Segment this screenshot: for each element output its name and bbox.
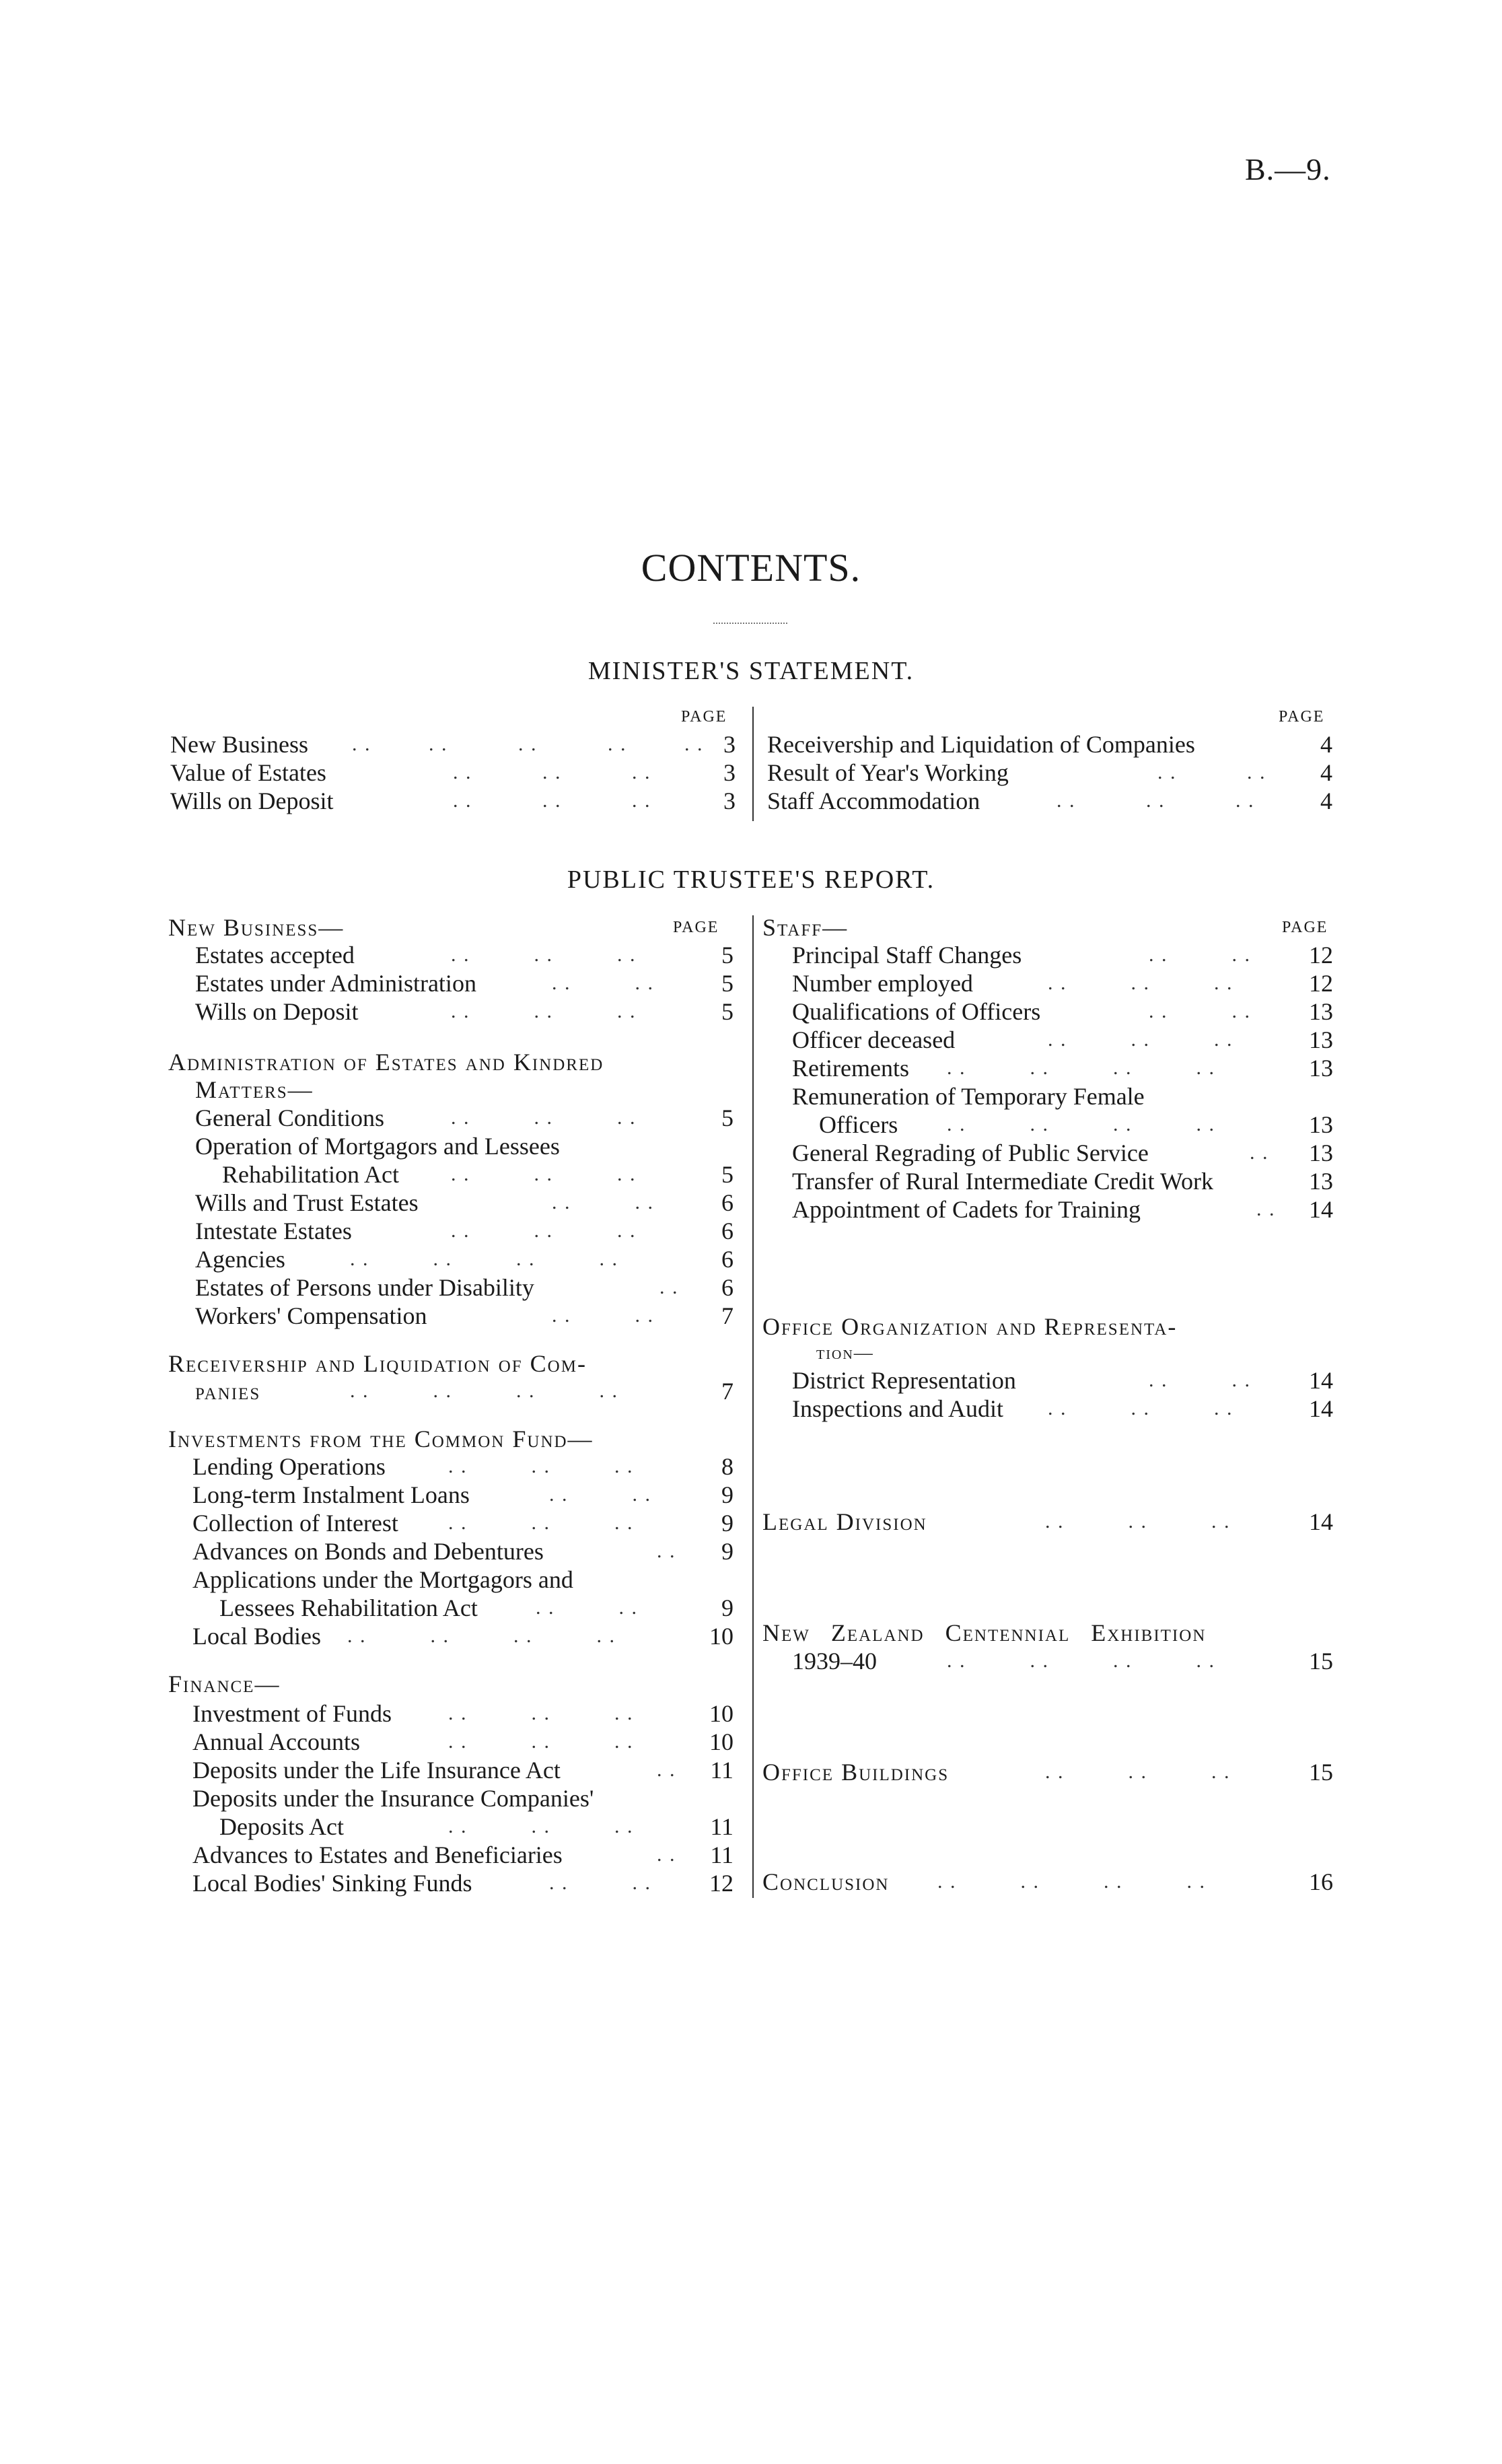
contents-entry <box>219 1594 734 1622</box>
entry-label: Investments from the Common Fund— <box>168 1425 594 1452</box>
dot-leader: . . <box>1250 1141 1269 1164</box>
contents-entry <box>192 1452 734 1481</box>
entry-page-number: 5 <box>721 1104 734 1131</box>
entry-label: tion— <box>816 1343 874 1364</box>
entry-label: Wills and Trust Estates <box>195 1189 419 1216</box>
contents-entry <box>767 759 1332 787</box>
entry-page-number: 10 <box>709 1728 734 1755</box>
entry-label: Annual Accounts <box>192 1728 360 1755</box>
contents-entry <box>767 787 1332 815</box>
contents-entry <box>195 941 734 969</box>
section-heading <box>762 1619 1333 1647</box>
entry-page-number: 5 <box>721 1161 734 1188</box>
entry-page-number: 12 <box>1309 970 1333 997</box>
entry-page-number: 10 <box>709 1623 734 1650</box>
entry-label: Workers' Compensation <box>195 1302 427 1329</box>
contents-entry <box>792 1054 1333 1082</box>
contents-entry <box>792 969 1333 997</box>
entry-page-number: 14 <box>1309 1367 1333 1394</box>
section-heading <box>168 1048 734 1076</box>
contents-entry <box>195 1132 734 1160</box>
entry-page-number: 6 <box>721 1189 734 1216</box>
entry-page-number: 11 <box>710 1757 734 1784</box>
section-heading <box>762 1312 1333 1341</box>
entry-page-number: 14 <box>1309 1196 1333 1223</box>
entry-page-number: 3 <box>723 731 736 758</box>
entry-label: Lessees Rehabilitation Act <box>219 1594 478 1621</box>
dot-leader: . . . . . . <box>1045 1761 1231 1783</box>
entry-page-number: 9 <box>721 1481 734 1508</box>
entry-label: Operation of Mortgagors and Lessees <box>195 1133 560 1160</box>
entry-page-number: 13 <box>1309 1111 1333 1138</box>
public-trustee-report-heading: PUBLIC TRUSTEE'S REPORT. <box>567 866 935 894</box>
entry-page-number: 11 <box>710 1813 734 1840</box>
entry-label: Long-term Instalment Loans <box>192 1481 470 1508</box>
dot-leader: . . . . <box>1149 1000 1251 1022</box>
dot-leader: . . . . . . <box>448 1702 634 1724</box>
contents-entry <box>192 1481 734 1509</box>
entry-label: Receivership and Liquidation of Companies <box>767 731 1195 758</box>
entry-label: Retirements <box>792 1055 909 1082</box>
entry-label: Advances on Bonds and Debentures <box>192 1538 544 1565</box>
entry-label: Office Organization and Representa- <box>762 1313 1178 1340</box>
dot-leader: . . . . . . <box>1048 1028 1233 1051</box>
section-heading <box>168 1425 734 1453</box>
entry-label: Conclusion <box>762 1868 890 1895</box>
dot-leader: . . . . . . <box>453 789 651 812</box>
contents-entry <box>219 1812 734 1841</box>
contents-entry <box>192 1869 734 1897</box>
dot-leader: . . . . <box>536 1596 638 1619</box>
entry-label: Estates accepted <box>195 942 355 969</box>
dot-leader: . . . . . . . . <box>947 1650 1215 1672</box>
entry-label: Result of Year's Working <box>767 759 1009 786</box>
entry-label: General Regrading of Public Service <box>792 1139 1149 1166</box>
entry-label: Office Buildings <box>762 1759 950 1786</box>
section-heading <box>168 913 734 942</box>
entry-page-number: 15 <box>1309 1759 1333 1786</box>
entry-page-number: 4 <box>1320 787 1332 814</box>
entry-page-number: 14 <box>1309 1508 1333 1535</box>
entry-label: Intestate Estates <box>195 1218 352 1244</box>
contents-entry <box>195 1245 734 1273</box>
entry-label: Officer deceased <box>792 1026 956 1053</box>
contents-entry <box>195 969 734 997</box>
entry-page-number: 13 <box>1309 1168 1333 1195</box>
entry-label: Transfer of Rural Intermediate Credit Work <box>792 1168 1213 1195</box>
dot-leader: . . . . <box>1149 1369 1251 1391</box>
entry-label: Receivership and Liquidation of Com- <box>168 1350 587 1377</box>
contents-entry <box>792 1139 1333 1167</box>
entry-label: Appointment of Cadets for Training <box>792 1196 1141 1223</box>
dot-leader: . . . . . . . . <box>350 1248 618 1270</box>
entry-label: District Representation <box>792 1367 1016 1394</box>
dot-leader: . . . . . . <box>448 1815 634 1837</box>
entry-label: Applications under the Mortgagors and <box>192 1566 573 1593</box>
entry-label: 1939–40 <box>792 1648 877 1675</box>
entry-label: Principal Staff Changes <box>792 942 1022 969</box>
contents-entry <box>792 941 1333 969</box>
contents-entry <box>192 1841 734 1869</box>
entry-label: Value of Estates <box>170 759 326 786</box>
contents-entry <box>192 1622 734 1650</box>
contents-entry <box>792 1647 1333 1675</box>
title-divider <box>713 623 787 624</box>
contents-entry <box>192 1509 734 1537</box>
contents-entry <box>195 1104 734 1132</box>
entry-label: Rehabilitation Act <box>222 1161 399 1188</box>
dot-leader: . . . . . . <box>451 1220 637 1242</box>
entry-label: Matters— <box>195 1076 314 1103</box>
entry-label: New Zealand Centennial Exhibition <box>762 1619 1207 1646</box>
dot-leader: . . . . <box>1149 944 1251 966</box>
entry-page-number: 5 <box>721 970 734 997</box>
contents-entry <box>195 1217 734 1245</box>
contents-entry <box>170 730 736 759</box>
entry-label: Collection of Interest <box>192 1510 398 1537</box>
contents-entry <box>762 1868 1333 1896</box>
entry-page-number: 6 <box>721 1246 734 1273</box>
contents-entry <box>192 1537 734 1565</box>
dot-leader: . . . . . . . . <box>347 1625 616 1647</box>
entry-label: Investment of Funds <box>192 1700 392 1727</box>
section-heading <box>168 1670 734 1698</box>
entry-label: Qualifications of Officers <box>792 998 1041 1025</box>
dot-leader: . . <box>659 1276 679 1298</box>
dot-leader: . . <box>1256 1198 1276 1220</box>
contents-entry <box>792 1366 1333 1395</box>
entry-label: Estates under Administration <box>195 970 476 997</box>
page-column-label: PAGE <box>1282 919 1328 936</box>
entry-label: Local Bodies <box>192 1623 321 1650</box>
contents-entry <box>195 1273 734 1302</box>
entry-label: Deposits under the Insurance Companies' <box>192 1785 594 1812</box>
contents-entry <box>192 1728 734 1756</box>
dot-leader: . . . . . . . . <box>350 1380 618 1402</box>
dot-leader: . . . . <box>552 1191 654 1213</box>
dot-leader: . . . . <box>552 972 654 994</box>
entry-label: Estates of Persons under Disability <box>195 1274 534 1301</box>
entry-label: Inspections and Audit <box>792 1395 1003 1422</box>
dot-leader: . . . . . . . . <box>947 1113 1215 1135</box>
entry-page-number: 3 <box>723 787 736 814</box>
contents-entry <box>792 997 1333 1026</box>
dot-leader: . . . . <box>1157 761 1266 783</box>
entry-page-number: 15 <box>1309 1648 1333 1675</box>
entry-page-number: 13 <box>1309 998 1333 1025</box>
entry-label: Advances to Estates and Beneficiaries <box>192 1841 563 1868</box>
dot-leader: . . . . . . . . <box>947 1057 1215 1079</box>
entry-label: Administration of Estates and Kindred <box>168 1049 604 1076</box>
document-reference: B.—9. <box>1245 152 1331 186</box>
entry-page-number: 13 <box>1309 1026 1333 1053</box>
dot-leader: . . . . <box>549 1872 651 1894</box>
entry-label: Lending Operations <box>192 1453 386 1480</box>
contents-entry <box>792 1195 1333 1224</box>
entry-label: Number employed <box>792 970 973 997</box>
contents-entry <box>195 997 734 1026</box>
entry-label: Finance— <box>168 1670 281 1697</box>
dot-leader: . . . . . . <box>1045 1510 1231 1533</box>
dot-leader: . . <box>657 1843 676 1866</box>
entry-page-number: 4 <box>1320 759 1332 786</box>
entry-page-number: 3 <box>723 759 736 786</box>
entry-page-number: 8 <box>721 1453 734 1480</box>
entry-page-number: 5 <box>721 998 734 1025</box>
entry-page-number: 5 <box>721 942 734 969</box>
entry-page-number: 12 <box>1309 942 1333 969</box>
contents-entry <box>222 1160 734 1189</box>
contents-entry <box>195 1302 734 1330</box>
entry-label: Wills on Deposit <box>170 787 334 814</box>
dot-leader: . . . . . . <box>448 1455 634 1477</box>
contents-entry <box>767 730 1332 759</box>
entry-page-number: 11 <box>710 1841 734 1868</box>
dot-leader: . . . . . . <box>451 1000 637 1022</box>
contents-entry <box>762 1508 1333 1536</box>
entry-label: Local Bodies' Sinking Funds <box>192 1870 472 1897</box>
contents-entry <box>819 1111 1333 1139</box>
contents-entry <box>195 1189 734 1217</box>
entry-label: General Conditions <box>195 1104 384 1131</box>
dot-leader: . . . . . . <box>1048 972 1233 994</box>
contents-entry <box>792 1167 1333 1195</box>
dot-leader: . . <box>657 1759 676 1781</box>
page-column-label: PAGE <box>681 708 727 726</box>
contents-entry <box>170 787 736 815</box>
dot-leader: . . . . <box>552 1304 654 1327</box>
contents-entry <box>170 759 736 787</box>
dot-leader: . . . . . . <box>448 1730 634 1753</box>
column-divider <box>752 707 754 821</box>
dot-leader: . . . . . . . . . . <box>352 733 704 755</box>
section-heading <box>816 1339 1333 1368</box>
entry-page-number: 14 <box>1309 1395 1333 1422</box>
dot-leader: . . . . . . <box>448 1512 634 1534</box>
entry-page-number: 9 <box>721 1594 734 1621</box>
entry-page-number: 10 <box>709 1700 734 1727</box>
dot-leader: . . . . . . <box>1048 1397 1233 1419</box>
contents-entry <box>192 1756 734 1784</box>
contents-entry <box>195 1377 734 1405</box>
dot-leader: . . . . . . <box>451 944 637 966</box>
entry-label: Wills on Deposit <box>195 998 359 1025</box>
entry-label: New Business— <box>168 914 345 941</box>
entry-page-number: 9 <box>721 1538 734 1565</box>
contents-title: CONTENTS. <box>641 546 861 590</box>
dot-leader: . . . . . . <box>451 1106 637 1129</box>
entry-page-number: 4 <box>1320 731 1332 758</box>
page-column-label: PAGE <box>673 919 719 936</box>
contents-entry <box>762 1758 1333 1786</box>
entry-label: Staff Accommodation <box>767 787 980 814</box>
entry-page-number: 13 <box>1309 1055 1333 1082</box>
page-column-label: PAGE <box>1279 708 1325 726</box>
contents-entry <box>792 1082 1333 1111</box>
entry-page-number: 7 <box>721 1302 734 1329</box>
section-heading <box>195 1076 734 1104</box>
entry-label: Remuneration of Temporary Female <box>792 1083 1145 1110</box>
contents-entry <box>192 1784 734 1812</box>
entry-label: Deposits Act <box>219 1813 344 1840</box>
minister-statement-heading: MINISTER'S STATEMENT. <box>587 657 915 685</box>
entry-label: Staff— <box>762 914 849 941</box>
entry-page-number: 12 <box>709 1870 734 1897</box>
entry-label: Deposits under the Life Insurance Act <box>192 1757 561 1784</box>
entry-page-number: 13 <box>1309 1139 1333 1166</box>
entry-page-number: 6 <box>721 1274 734 1301</box>
contents-entry <box>192 1565 734 1594</box>
entry-label: New Business <box>170 731 308 758</box>
dot-leader: . . . . . . . . <box>937 1870 1206 1893</box>
contents-entry <box>792 1026 1333 1054</box>
dot-leader: . . . . <box>549 1483 651 1506</box>
section-heading <box>168 1349 734 1378</box>
dot-leader: . . . . . . <box>451 1163 637 1185</box>
dot-leader: . . <box>657 1540 676 1562</box>
entry-label: Officers <box>819 1111 898 1138</box>
entry-page-number: 16 <box>1309 1868 1333 1895</box>
entry-page-number: 9 <box>721 1510 734 1537</box>
column-divider <box>752 915 754 1898</box>
dot-leader: . . . . . . <box>1057 789 1255 812</box>
contents-entry <box>792 1395 1333 1423</box>
entry-label: Agencies <box>195 1246 285 1273</box>
entry-label: panies <box>195 1378 261 1405</box>
entry-page-number: 7 <box>721 1378 734 1405</box>
entry-label: Legal Division <box>762 1508 927 1535</box>
section-heading <box>762 913 1333 942</box>
contents-entry <box>192 1699 734 1728</box>
dot-leader: . . . . . . <box>453 761 651 783</box>
entry-page-number: 6 <box>721 1218 734 1244</box>
